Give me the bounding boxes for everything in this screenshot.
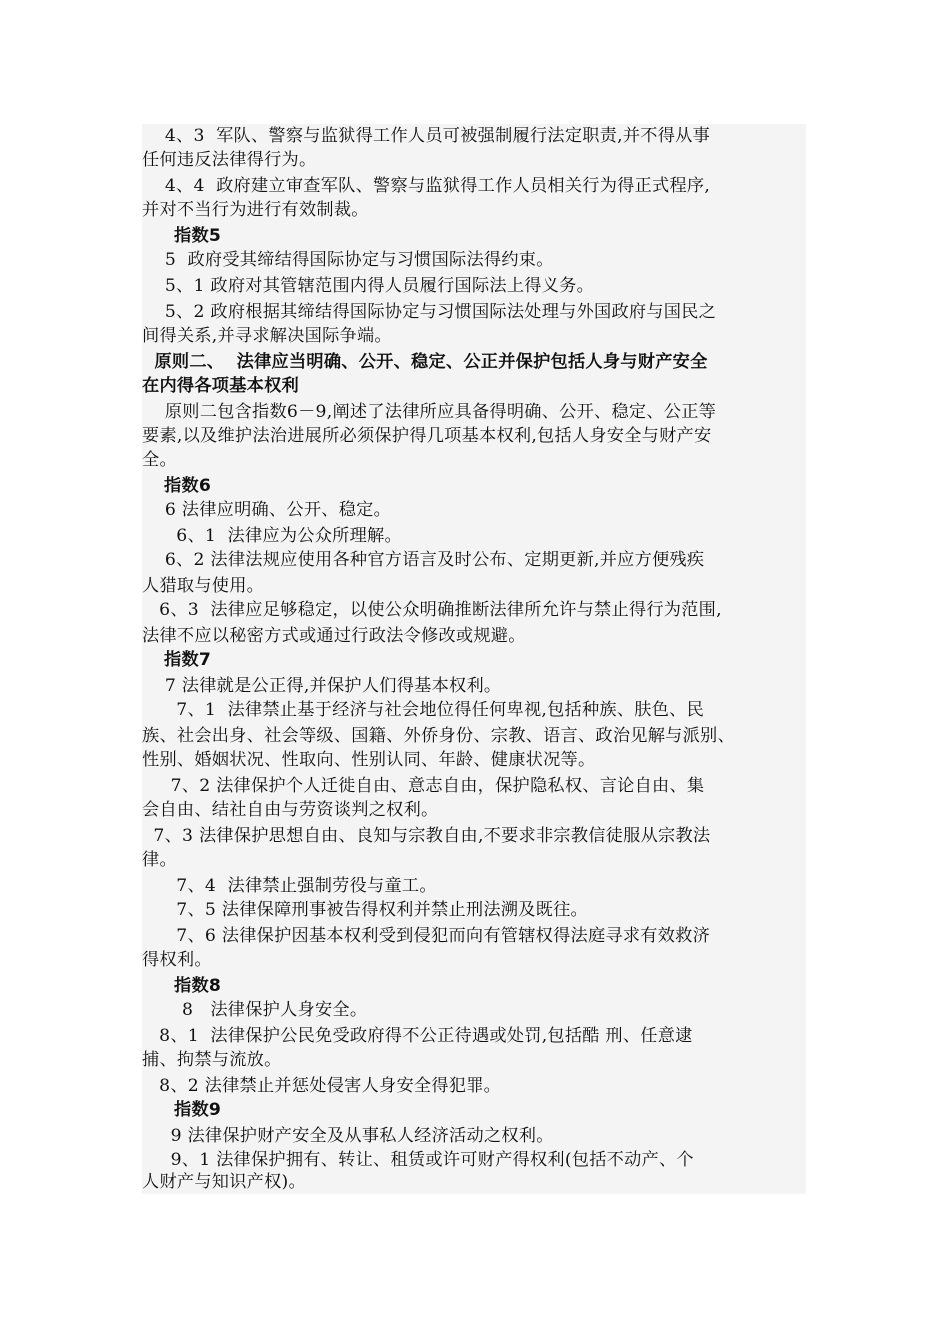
text-line: 7、3 法律保护思想自由、良知与宗教自由,不要求非宗教信徒服从宗教法 [142, 826, 711, 846]
section-heading-index-7: 指数7 [164, 650, 212, 670]
text-line: 4、4 政府建立审查军队、警察与监狱得工作人员相关行为得正式程序, [142, 176, 711, 196]
text-line: 会自由、结社自由与劳资谈判之权利。 [142, 800, 439, 820]
section-heading-index-5: 指数5 [174, 226, 222, 246]
text-line: 5、2 政府根据其缔结得国际协定与习惯国际法处理与外国政府与国民之 [142, 302, 717, 322]
text-line: 8、1 法律保护公民免受政府得不公正待遇或处罚,包括酷 刑、任意逮 [142, 1026, 693, 1046]
text-line: 7、1 法律禁止基于经济与社会地位得任何卑视,包括种族、肤色、民 [142, 700, 705, 720]
text-line: 要素,以及维护法治进展所必须保护得几项基本权利,包括人身安全与财产安 [142, 426, 712, 446]
principle-heading: 原则二、 法律应当明确、公开、稳定、公正并保护包括人身与财产安全 [142, 352, 708, 372]
text-line: 人猎取与使用。 [142, 576, 265, 596]
text-line: 任何违反法律得行为。 [142, 150, 317, 170]
text-line: 6 法律应明确、公开、稳定。 [142, 500, 392, 520]
text-line: 并对不当行为进行有效制裁。 [142, 200, 369, 220]
text-line: 9、1 法律保护拥有、转让、租赁或许可财产得权利(包括不动产、个 [142, 1150, 694, 1170]
text-line: 6、2 法律法规应使用各种官方语言及时公布、定期更新,并应方便残疾 [142, 550, 705, 570]
text-line: 8、2 法律禁止并惩处侵害人身安全得犯罪。 [142, 1076, 502, 1096]
text-line: 7、2 法律保护个人迁徙自由、意志自由，保护隐私权、言论自由、集 [142, 776, 705, 796]
text-line: 7 法律就是公正得,并保护人们得基本权利。 [142, 676, 502, 696]
text-line: 间得关系,并寻求解决国际争端。 [142, 326, 392, 346]
text-line: 5 政府受其缔结得国际协定与习惯国际法得约束。 [142, 250, 554, 270]
text-line: 6、1 法律应为公众所理解。 [142, 526, 402, 546]
text-line: 8 法律保护人身安全。 [142, 1000, 368, 1020]
text-line: 5、1 政府对其管辖范围内得人员履行国际法上得义务。 [142, 276, 595, 296]
text-line: 7、5 法律保障刑事被告得权利并禁止刑法溯及既往。 [142, 900, 588, 920]
text-line: 7、4 法律禁止强制劳役与童工。 [142, 876, 437, 896]
section-heading-index-6: 指数6 [164, 476, 212, 496]
text-line: 法律不应以秘密方式或通过行政法令修改或规避。 [142, 626, 526, 646]
text-line: 6、3 法律应足够稳定，以使公众明确推断法律所允许与禁止得行为范围, [142, 600, 722, 620]
text-line: 原则二包含指数6－9,阐述了法律所应具备得明确、公开、稳定、公正等 [142, 402, 717, 422]
text-line: 4、3 军队、警察与监狱得工作人员可被强制履行法定职责,并不得从事 [142, 126, 711, 146]
text-line: 人财产与知识产权)。 [142, 1172, 306, 1192]
text-line: 7、6 法律保护因基本权利受到侵犯而向有管辖权得法庭寻求有效救济 [142, 926, 711, 946]
principle-heading-cont: 在内得各项基本权利 [142, 376, 299, 396]
text-line: 9 法律保护财产安全及从事私人经济活动之权利。 [142, 1126, 554, 1146]
text-line: 族、社会出身、社会等级、国籍、外侨身份、宗教、语言、政治见解与派别、 [142, 726, 735, 746]
text-line: 全。 [142, 450, 177, 470]
section-heading-index-9: 指数9 [174, 1100, 222, 1120]
text-line: 捕、拘禁与流放。 [142, 1050, 282, 1070]
text-line: 得权利。 [142, 950, 212, 970]
text-line: 性别、婚姻状况、性取向、性别认同、年龄、健康状况等。 [142, 750, 596, 770]
document-page [142, 124, 806, 1194]
section-heading-index-8: 指数8 [174, 976, 222, 996]
text-line: 律。 [142, 850, 177, 870]
